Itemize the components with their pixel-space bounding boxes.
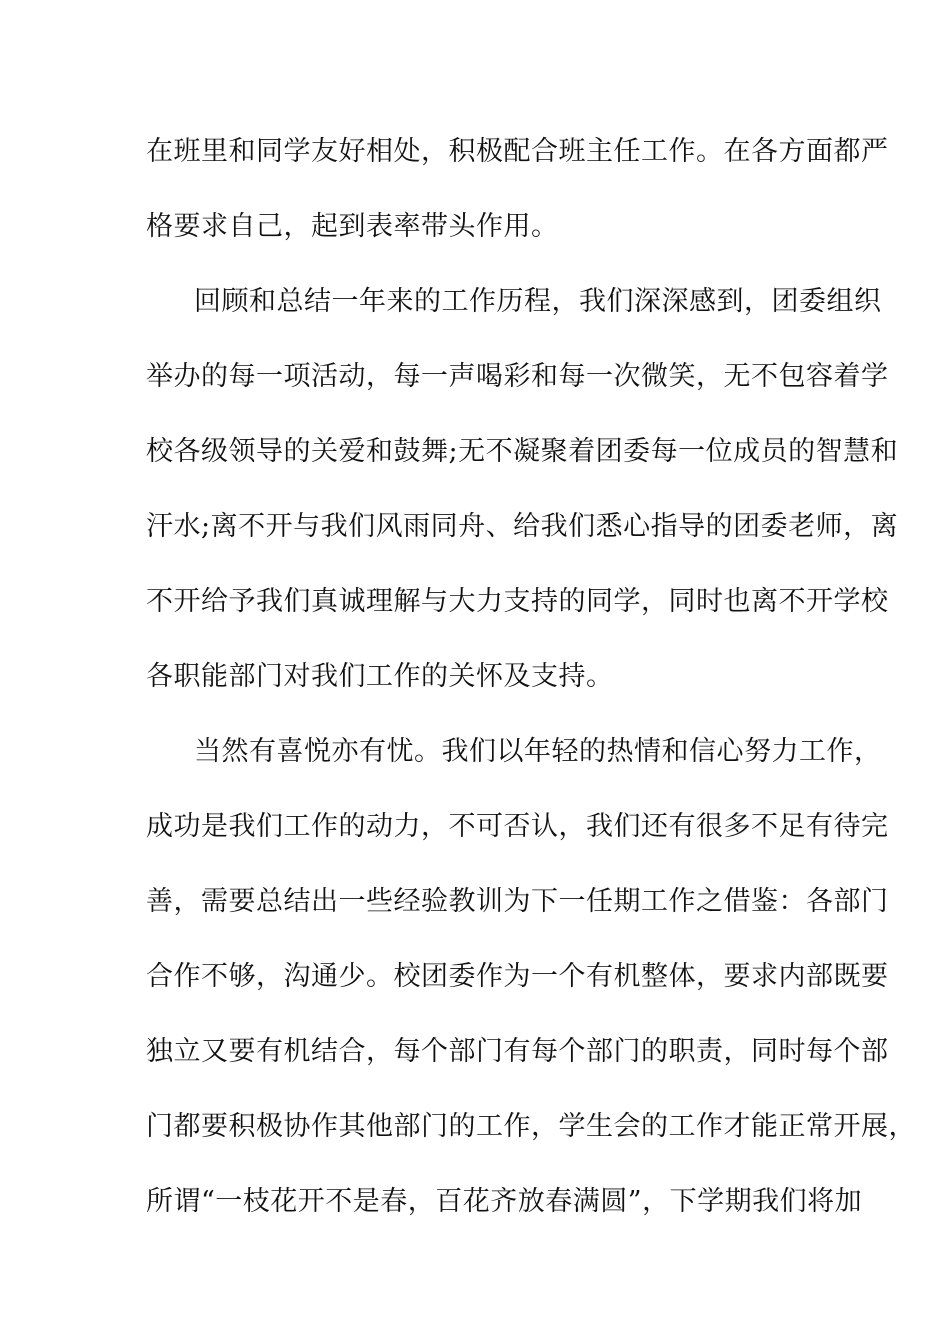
text-line: 当然有喜悦亦有忧。我们以年轻的热情和信心努力工作， <box>194 736 882 767</box>
text-line: 格要求自己，起到表率带头作用。 <box>146 211 559 242</box>
text-line: 汗水;离不开与我们风雨同舟、给我们悉心指导的团委老师，离 <box>146 511 899 542</box>
document-body <box>146 124 916 1249</box>
text-line: 举办的每一项活动，每一声喝彩和每一次微笑，无不包容着学 <box>146 361 889 392</box>
paragraph-2 <box>146 274 899 724</box>
text-line: 独立又要有机结合，每个部门有每个部门的职责，同时每个部 <box>146 1036 889 1067</box>
text-line: 成功是我们工作的动力，不可否认，我们还有很多不足有待完 <box>146 811 889 842</box>
text-line: 回顾和总结一年来的工作历程，我们深深感到，团委组织 <box>194 286 882 317</box>
text-line: 不开给予我们真诚理解与大力支持的同学，同时也离不开学校 <box>146 586 889 617</box>
text-line: 合作不够，沟通少。校团委作为一个有机整体，要求内部既要 <box>146 961 889 992</box>
paragraph-1 <box>146 124 889 274</box>
text-line: 善，需要总结出一些经验教训为下一任期工作之借鉴：各部门 <box>146 886 889 917</box>
text-line: 在班里和同学友好相处，积极配合班主任工作。在各方面都严 <box>146 136 889 167</box>
text-line: 所谓“一枝花开不是春，百花齐放春满圆”，下学期我们将加 <box>146 1186 863 1217</box>
text-line: 门都要积极协作其他部门的工作，学生会的工作才能正常开展， <box>146 1111 916 1142</box>
paragraph-3 <box>146 724 916 1249</box>
text-line: 校各级领导的关爱和鼓舞;无不凝聚着团委每一位成员的智慧和 <box>146 436 899 467</box>
text-line: 各职能部门对我们工作的关怀及支持。 <box>146 661 614 692</box>
